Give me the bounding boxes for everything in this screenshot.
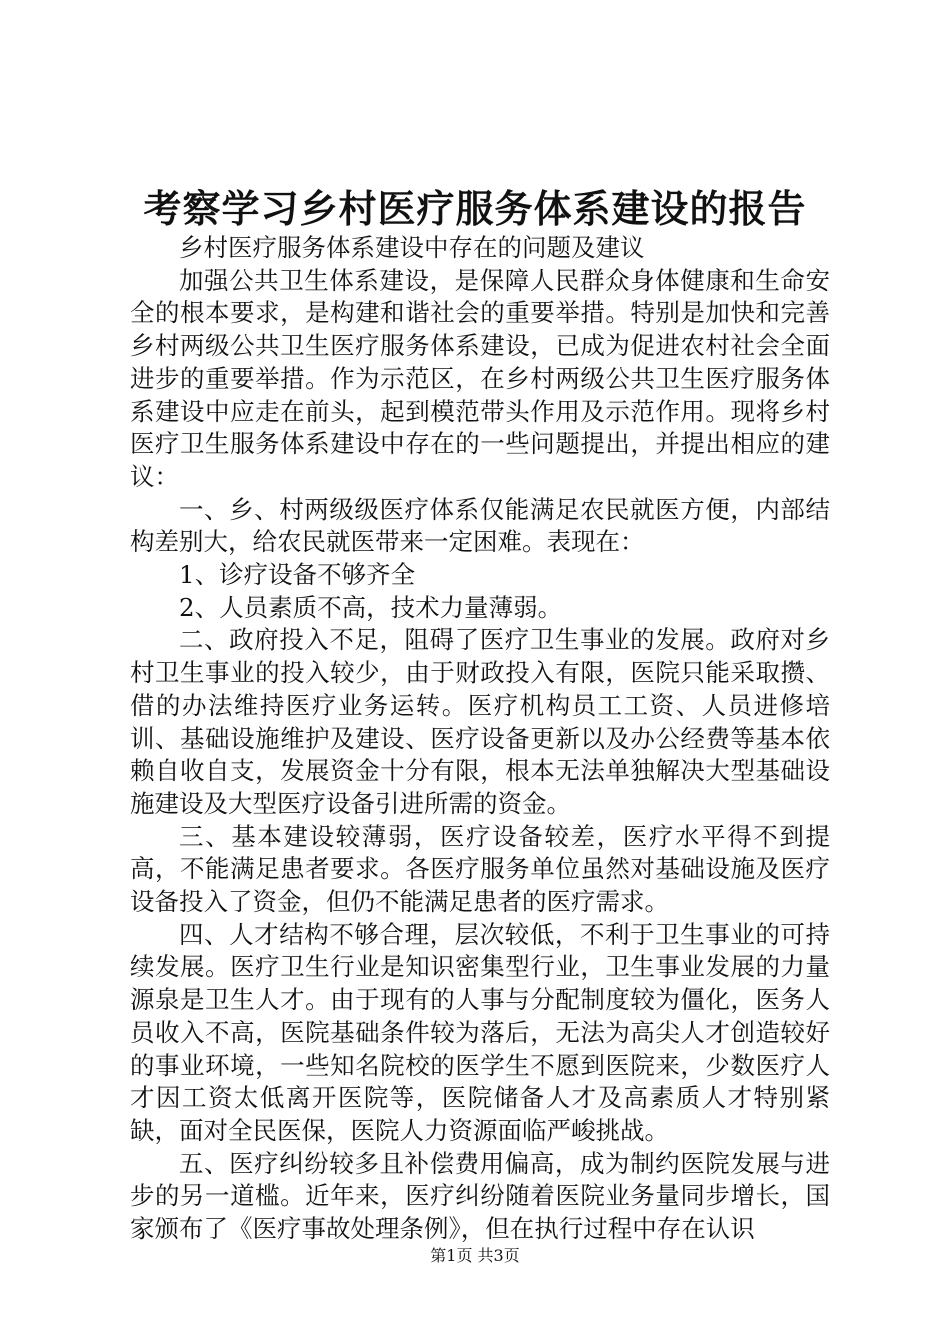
paragraph-point-3: 三、基本建设较薄弱，医疗设备较差，医疗水平得不到提高，不能满足患者要求。各医疗服务单位虽然对基础设施及医疗设备投入了资金，但仍不能满足患者的医疗需求。 <box>130 821 830 917</box>
paragraph-sub-item-1: 1、诊疗设备不够齐全 <box>179 560 416 590</box>
page-footer: 第1页 共3页 <box>430 1246 520 1265</box>
document-body <box>130 232 830 1246</box>
paragraph-intro: 加强公共卫生体系建设，是保障人民群众身体健康和生命安全的根本要求，是构建和谐社会的重要举措。特别是加快和完善乡村两级公共卫生医疗服务体系建设，已成为促进农村社会全面进步的重要举措。作为示范区，在乡村两级公共卫生医疗服务体系建设中应走在前头，起到模范带头作用及示范作用。现将乡村医疗卫生服务体系建设中存在的一些问题提出，并提出相应的建议： <box>130 265 830 491</box>
paragraph-point-1: 一、乡、村两级级医疗体系仅能满足农民就医方便，内部结构差别大，给农民就医带来一定困难。表现在： <box>130 494 830 557</box>
paragraph-subtitle: 乡村医疗服务体系建设中存在的问题及建议 <box>179 233 645 262</box>
paragraph-point-2: 二、政府投入不足，阻碍了医疗卫生事业的发展。政府对乡村卫生事业的投入较少，由于财政投入有限，医院只能采取攒、借的办法维持医疗业务运转。医疗机构员工工资、人员进修培训、基础设施维护及建设、医疗设备更新以及办公经费等基本依赖自收自支，发展资金十分有限，根本无法单独解决大型基础设施建设及大型医疗设备引进所需的资金。 <box>130 625 830 818</box>
paragraph-point-5: 五、医疗纠纷较多且补偿费用偏高，成为制约医院发展与进步的另一道槛。近年来，医疗纠纷随着医院业务量同步增长，国家颁布了《医疗事故处理条例》，但在执行过程中存在认识 <box>130 1148 830 1244</box>
paragraph-sub-item-2: 2、人员素质不高，技术力量薄弱。 <box>179 592 563 622</box>
paragraph-point-4: 四、人才结构不够合理，层次较低，不利于卫生事业的可持续发展。医疗卫生行业是知识密集型行业，卫生事业发展的力量源泉是卫生人才。由于现有的人事与分配制度较为僵化，医务人员收入不高，医院基础条件较为落后，无法为高尖人才创造较好的事业环境，一些知名院校的医学生不愿到医院来，少数医疗人才因工资太低离开医院等，医院储备人才及高素质人才特别紧缺，面对全民医保，医院人力资源面临严峻挑战。 <box>130 919 830 1145</box>
document-title: 考察学习乡村医疗服务体系建设的报告 <box>143 186 807 231</box>
